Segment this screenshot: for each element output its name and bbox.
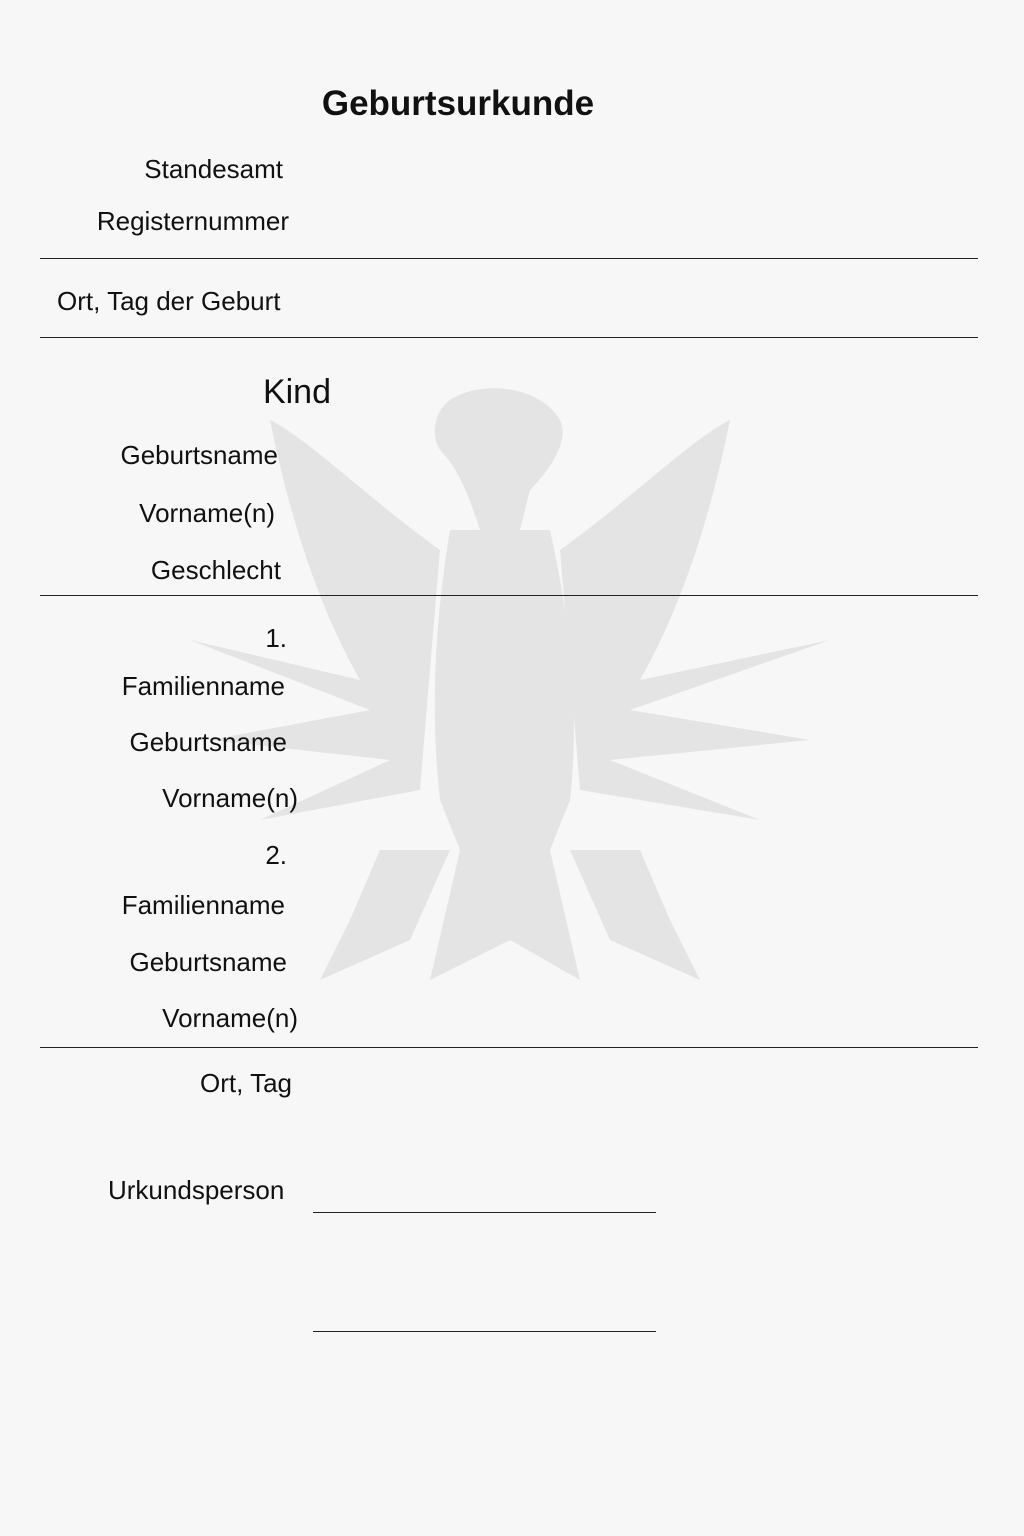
- kind-geschlecht-label: Geschlecht: [150, 555, 281, 585]
- parent-2-geburtsname-label: Geburtsname: [129, 947, 287, 977]
- parent-1-number: 1.: [265, 623, 287, 653]
- divider-1: [40, 258, 978, 259]
- parent-2-familienname-label: Familienname: [121, 890, 285, 920]
- parent-1-familienname-label: Familienname: [121, 671, 285, 701]
- kind-vornamen-label: Vorname(n): [139, 498, 275, 528]
- kind-heading: Kind: [262, 373, 331, 411]
- urkundsperson-label: Urkundsperson: [108, 1175, 285, 1205]
- signature-line-seal: [313, 1331, 656, 1332]
- federal-eagle-icon: [150, 380, 870, 1040]
- parent-1-geburtsname-label: Geburtsname: [129, 727, 287, 757]
- ort-tag-der-geburt-label: Ort, Tag der Geburt: [57, 286, 281, 316]
- document-title: Geburtsurkunde: [321, 84, 595, 123]
- signature-line-urkundsperson: [313, 1212, 656, 1213]
- parent-2-vornamen-label: Vorname(n): [162, 1003, 298, 1033]
- ort-tag-label: Ort, Tag: [199, 1068, 292, 1098]
- kind-geburtsname-label: Geburtsname: [120, 440, 278, 470]
- registernummer-label: Registernummer: [96, 206, 289, 236]
- parent-2-number: 2.: [265, 840, 287, 870]
- divider-2: [40, 337, 978, 338]
- standesamt-label: Standesamt: [144, 154, 283, 184]
- parent-1-vornamen-label: Vorname(n): [162, 783, 298, 813]
- divider-4: [40, 1047, 978, 1048]
- divider-3: [40, 595, 978, 596]
